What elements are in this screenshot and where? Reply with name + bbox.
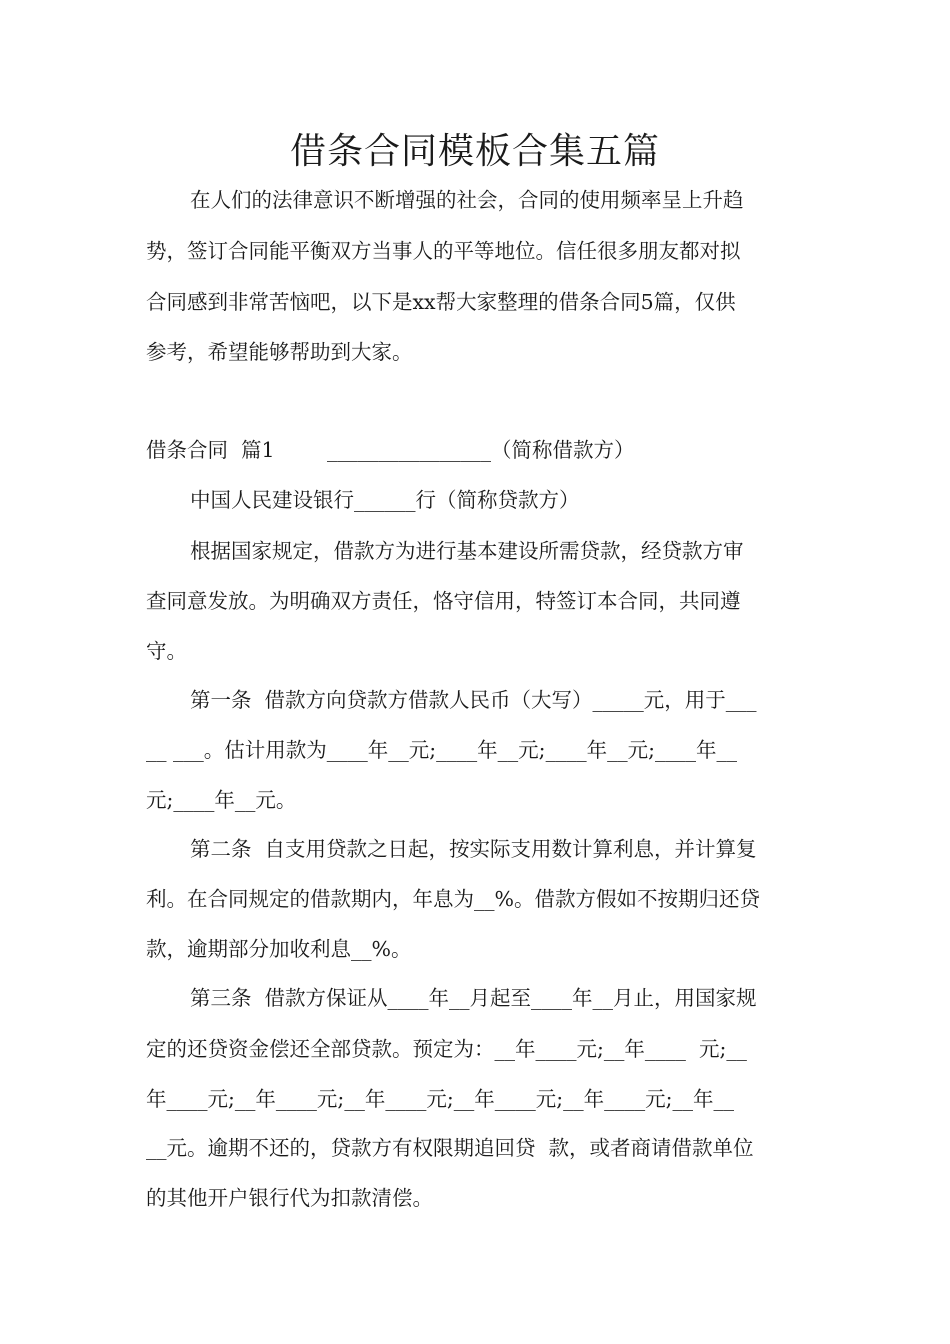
article1-line: 第一条 借款方向贷款方借款人民币（大写）_____元，用于___ xyxy=(190,688,757,712)
article3-line: 定的还贷资金偿还全部贷款。预定为：__年____元;__年____ 元;__ xyxy=(146,1037,747,1061)
article2-line: 利。在合同规定的借款期内，年息为__%。借款方假如不按期归还贷 xyxy=(146,887,760,911)
article3-line: 的其他开户银行代为扣款清偿。 xyxy=(146,1186,433,1210)
preamble-line: 根据国家规定，借款方为进行基本建设所需贷款，经贷款方审 xyxy=(190,539,744,563)
article3-line: 年____元;__年____元;__年____元;__年____元;__年____元;__年__ xyxy=(146,1087,735,1111)
preamble-line: 守。 xyxy=(146,639,187,663)
lender-line: 中国人民建设银行______行（简称贷款方） xyxy=(190,488,580,512)
article3-line: 第三条 借款方保证从____年__月起至____年__月止，用国家规 xyxy=(190,986,757,1010)
intro-line: 势，签订合同能平衡双方当事人的平等地位。信任很多朋友都对拟 xyxy=(146,239,741,263)
document-title: 借条合同模板合集五篇 xyxy=(289,131,660,172)
article3-line: __元。逾期不还的，贷款方有权限期追回贷 款，或者商请借款单位 xyxy=(146,1136,754,1160)
article2-line: 款，逾期部分加收利息__%。 xyxy=(146,937,412,961)
section-heading: 借条合同 篇1 xyxy=(146,438,275,462)
article1-line: 元;____年__元。 xyxy=(146,788,297,812)
preamble-line: 查同意发放。为明确双方责任，恪守信用，特签订本合同，共同遵 xyxy=(146,589,741,613)
intro-line: 合同感到非常苦恼吧，以下是xx帮大家整理的借条合同5篇，仅供 xyxy=(146,290,736,314)
intro-line: 参考，希望能够帮助到大家。 xyxy=(146,340,413,364)
intro-line: 在人们的法律意识不断增强的社会，合同的使用频率呈上升趋 xyxy=(190,188,744,212)
article1-line: __ ___。估计用款为____年__元;____年__元;____年__元;____年__ xyxy=(146,738,737,762)
article2-line: 第二条 自支用贷款之日起，按实际支用数计算利息，并计算复 xyxy=(190,837,757,861)
borrower-line: ________________（简称借款方） xyxy=(327,438,635,462)
